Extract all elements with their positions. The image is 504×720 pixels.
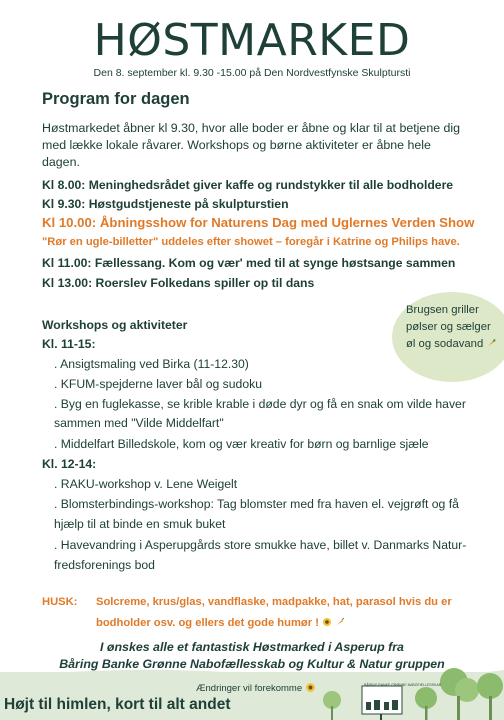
workshop-item-cont: sammen med "Vilde Middelfart" [54, 416, 224, 430]
slogan: Højt til himlen, kort til alt andet [4, 696, 231, 713]
grill-badge [392, 292, 504, 382]
schedule-item: Kl 13.00: Roerslev Folkedans spiller op til dans [42, 276, 315, 290]
workshop-item: . RAKU-workshop v. Lene Weigelt [54, 477, 238, 491]
husk-line: bodholder osv. og ellers det gode humør ! [96, 617, 319, 629]
badge-line: pølser og sælger [406, 321, 491, 333]
schedule-item: Kl 11.00: Fællessang. Kom og vær' med til at synge høstsange sammen [42, 256, 456, 270]
title: HØSTMARKED [93, 15, 411, 66]
schedule-item: Kl 9.30: Høstgudstjeneste på skulpturstien [42, 197, 289, 211]
schedule-item-highlight: Kl 10.00: Åbningsshow for Naturens Dag med Uglernes Verden Show [42, 215, 475, 230]
workshop-item: . KFUM-spejderne laver bål og sudoku [54, 377, 262, 391]
carrot-icon [335, 617, 345, 627]
subtitle: Den 8. september kl. 9.30 -15.00 på Den Nordvestfynske Skulptursti [93, 67, 411, 79]
schedule-item: Kl 8.00: Meninghedsrådet giver kaffe og rundstykker til alle bodholdere [42, 178, 454, 192]
husk-line-wrap [96, 617, 476, 629]
workshop-time-label: Kl. 11-15: [42, 337, 96, 351]
intro-line: Høstmarkedet åbner kl 9.30, hvor alle boder er åbne og klar til at betjene dig [42, 121, 461, 135]
workshop-item-cont: fredsforenings bod [54, 558, 155, 572]
husk-line: Solcreme, krus/glas, vandflaske, madpakke, hat, parasol hvis du er [96, 596, 452, 608]
changes-text: Ændringer vil forekomme [196, 683, 303, 694]
workshop-item: . Ansigtsmaling ved Birka (11-12.30) [54, 357, 249, 371]
sign-text: BÅRING BANKE GRØNNE NABOFÆLLESSKAB [364, 683, 442, 687]
sunflower-icon [322, 617, 332, 627]
changes-note [196, 682, 316, 694]
badge-line: Brugsen griller [406, 304, 479, 316]
workshop-item: . Byg en fuglekasse, se krible krable i døde dyr og få en snak om vilde haver [54, 397, 466, 411]
workshop-item: . Blomsterbindings-workshop: Tag blomster med fra haven el. vejgrøft og få [54, 497, 459, 511]
badge-line-wrap [406, 336, 502, 353]
intro-line: med lække lokale råvarer. Workshops og børne aktiviteter er åbne hele dagen. [42, 138, 431, 169]
wish-line: I ønskes alle et fantastisk Høstmarked i Asperup fra [100, 640, 404, 654]
workshop-item: . Middelfart Billedskole, kom og vær kreativ for børn og barnlige sjæle [54, 437, 429, 451]
husk-label: HUSK: [42, 596, 78, 608]
badge-line: øl og sodavand [406, 338, 484, 350]
sunflower-icon [305, 682, 316, 693]
trees-illustration [322, 664, 504, 720]
intro-text [42, 120, 472, 171]
workshop-time-label: Kl. 12-14: [42, 457, 97, 471]
carrot-icon [486, 338, 496, 348]
workshops-heading: Workshops og aktiviteter [42, 318, 188, 332]
schedule-note: "Rør en ugle-billetter" uddeles efter showet – foregår i Katrine og Philips have. [42, 236, 460, 248]
wish-line: Båring Banke Grønne Nabofællesskab og Kultur & Natur gruppen [59, 657, 445, 671]
workshop-item: . Havevandring i Asperupgårds store smukke have, billet v. Danmarks Natur- [54, 538, 467, 552]
workshop-item-cont: hjælp til at binde en smuk buket [54, 517, 226, 531]
program-heading: Program for dagen [42, 90, 190, 108]
